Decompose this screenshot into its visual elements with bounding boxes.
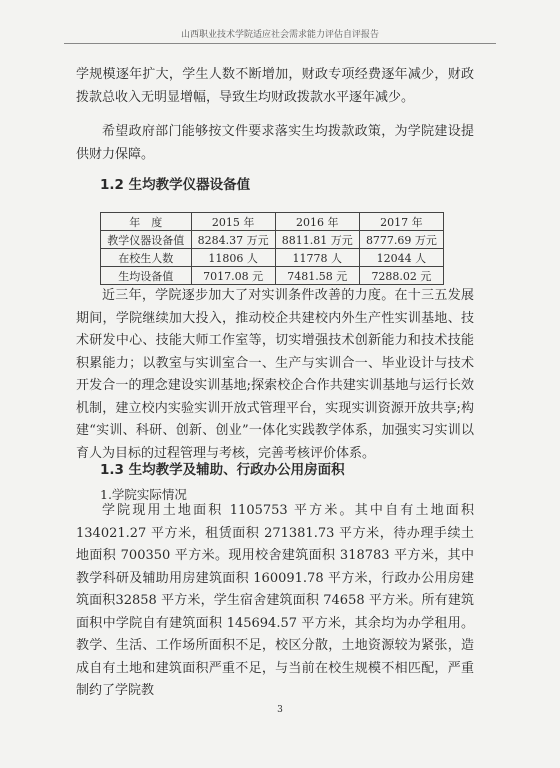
table-cell: 8284.37 万元 [191, 231, 275, 249]
table-cell: 7017.08 元 [191, 267, 275, 285]
paragraph-funding [76, 64, 474, 109]
section-heading-1-2: 1.2 生均教学仪器设备值 [100, 177, 251, 193]
paragraph-area [76, 500, 474, 703]
paragraph-text: 学规模逐年扩大，学生人数不断增加，财政专项经费逐年减少，财政拨款总收入无明显增幅，导致生均财政拨款水平逐年减少。 [76, 67, 474, 105]
table-row [101, 249, 444, 267]
table-row [101, 267, 444, 285]
table-cell: 教学仪器设备值 [101, 231, 192, 249]
table-cell: 在校生人数 [101, 249, 192, 267]
table-cell: 生均设备值 [101, 267, 192, 285]
paragraph-training [76, 285, 474, 465]
running-header: 山西职业技术学院适应社会需求能力评估自评报告 [64, 27, 496, 44]
table-header-cell: 2015 年 [191, 213, 275, 231]
table-header-cell: 2017 年 [359, 213, 443, 231]
table-cell: 8777.69 万元 [359, 231, 443, 249]
table-row [101, 231, 444, 249]
table-cell: 8811.81 万元 [275, 231, 359, 249]
table-cell: 7288.02 元 [359, 267, 443, 285]
table-cell: 11806 人 [191, 249, 275, 267]
paragraph-request [76, 121, 474, 166]
table-header-cell: 年 度 [101, 213, 192, 231]
paragraph-text: 学院现用土地面积 1105753 平方米。其中自有土地面积134021.27 平方米，租赁面积 271381.73 平方米，待办理手续土地面积 700350 平方米。现用校舍建筑面积 318783 平方米，其中教学科研及辅助用房建筑面积 160091.78 平方米，行政办公用房建筑面积32858 平方米，学生宿舍建筑面积 74658 平方米。所有建筑面积中学院自有建筑面积 145694.57 平方米，其余均为办学租用。教学、生活、工作场所面积不足，校区分散，土地资源较为紧张，造成自有土地和建筑面积严重不足，与当前在校生规模不相匹配，严重制约了学院教 [76, 503, 474, 698]
page-number: 3 [277, 705, 283, 715]
table-cell: 11778 人 [275, 249, 359, 267]
table-header-row [101, 213, 444, 231]
section-heading-1-3: 1.3 生均教学及辅助、行政办公用房面积 [100, 462, 345, 478]
paragraph-text: 希望政府部门能够按文件要求落实生均拨款政策，为学院建设提供财力保障。 [76, 124, 474, 162]
table-header-cell: 2016 年 [275, 213, 359, 231]
subsection-heading: 1.学院实际情况 [100, 487, 187, 502]
table-cell: 12044 人 [359, 249, 443, 267]
equipment-value-table [100, 212, 444, 285]
table-cell: 7481.58 元 [275, 267, 359, 285]
paragraph-text: 近三年，学院逐步加大了对实训条件改善的力度。在十三五发展期间，学院继续加大投入，推动校企共建校内外生产性实训基地、技术研发中心、技能大师工作室等，切实增强技术创新能力和技术技能积累能力；以教室与实训室合一、生产与实训合一、毕业设计与技术开发合一的理念建设实训基地;探索校企合作共建实训基地与运行长效机制，建立校内实验实训开放式管理平台，实现实训资源开放共享;构建“实训、科研、创新、创业”一体化实践教学体系，加强实习实训以育人为目标的过程管理与考核，完善考核评价体系。 [76, 288, 474, 461]
